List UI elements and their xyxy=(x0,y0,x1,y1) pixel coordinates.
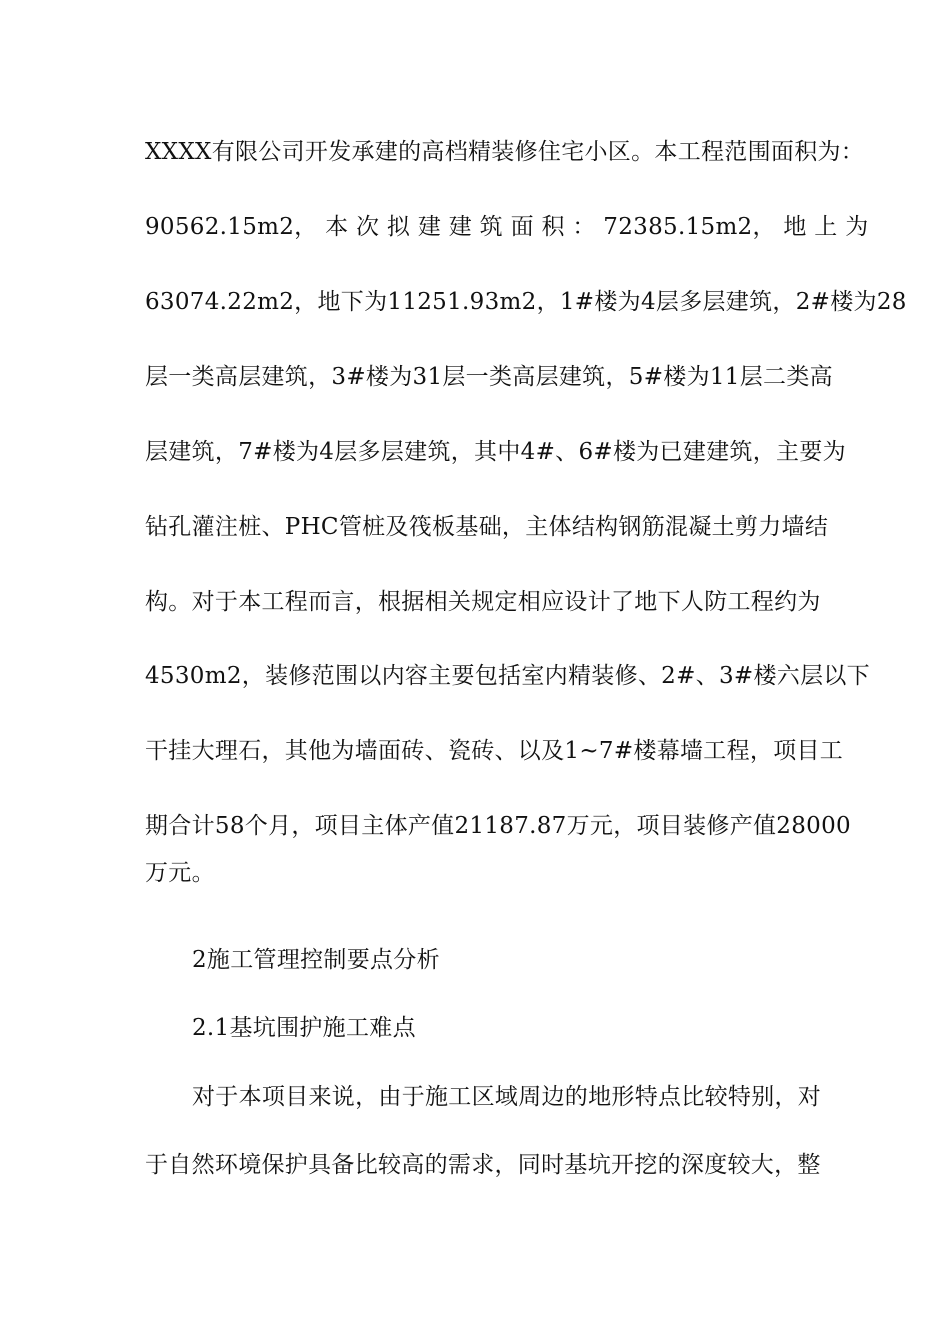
paragraph-line-1: XXXX有限公司开发承建的高档精装修住宅小区。本工程范围面积为： xyxy=(145,139,865,165)
paragraph-line-10: 期合计58个月，项目主体产值21187.87万元，项目装修产值28000 xyxy=(145,813,851,839)
paragraph-line-8: 4530m2，装修范围以内容主要包括室内精装修、2#、3#楼六层以下 xyxy=(145,663,870,689)
paragraph-line-6: 钻孔灌注桩、PHC管桩及筏板基础，主体结构钢筋混凝土剪力墙结 xyxy=(145,514,829,540)
paragraph-line-4: 层一类高层建筑，3#楼为31层一类高层建筑，5#楼为11层二类高 xyxy=(145,364,833,390)
section-heading-2-1: 2.1基坑围护施工难点 xyxy=(192,1015,416,1041)
paragraph-line-2: 90562.15m2， 本 次 拟 建 建 筑 面 积 ： 72385.15m2， 地 上 为 xyxy=(145,214,869,240)
paragraph-line-9: 干挂大理石，其他为墙面砖、瓷砖、以及1~7#楼幕墙工程，项目工 xyxy=(145,738,844,764)
paragraph2-line-2: 于自然环境保护具备比较高的需求，同时基坑开挖的深度较大，整 xyxy=(145,1152,821,1178)
paragraph-line-5: 层建筑，7#楼为4层多层建筑，其中4#、6#楼为已建建筑，主要为 xyxy=(145,439,846,465)
paragraph-line-3: 63074.22m2，地下为11251.93m2，1#楼为4层多层建筑，2#楼为28 xyxy=(145,289,907,315)
section-heading-2: 2施工管理控制要点分析 xyxy=(192,947,440,973)
paragraph-line-7: 构。对于本工程而言，根据相关规定相应设计了地下人防工程约为 xyxy=(145,589,821,615)
paragraph2-line-1: 对于本项目来说，由于施工区域周边的地形特点比较特别，对 xyxy=(192,1084,822,1110)
paragraph-line-11: 万元。 xyxy=(145,860,215,886)
